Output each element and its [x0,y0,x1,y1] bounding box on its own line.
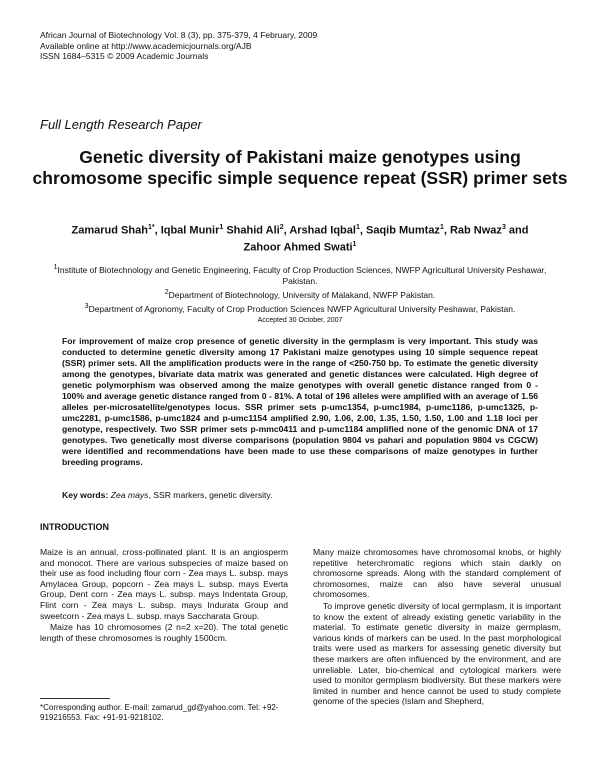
affiliation [40,287,560,301]
paper-type: Full Length Research Paper [40,117,202,132]
affiliation [40,262,560,287]
author: Shahid Ali [226,224,280,237]
author-sup: 1 [355,224,360,231]
keyword-species: Zea mays [110,490,149,500]
paragraph: Maize is an annual, cross-pollinated plant. It is an angiosperm and monocot. There are various subspecies of maize based on their use as food including flour corn - Zea mays L. subsp. mays Amylacea Group, popcorn - Zea mays L. subsp. mays Everta Group, Dent corn - Zea mays L. subsp. mays Indentata Group, Flint corn - Zea mays L. subsp. mays Indurata Group and sweetcorn - Zea mays L. subsp. mays Saccharata Group. [40,547,288,621]
journal-header [40,30,317,62]
footnote-rule [40,698,110,699]
column-right [313,547,561,708]
keywords-rest: , SSR markers, genetic diversity. [148,490,273,500]
author: Zamarud Shah [71,224,148,237]
keywords-label: Key words: [62,490,109,500]
keywords [62,490,538,500]
paragraph: Many maize chromosomes have chromosomal knobs, or highly repetitive heterchromatic regions which stain darkly on chromosome spreads. Along with the standard complement of chromosomes, maize can also have several unusual chromosomes. [313,547,561,600]
author: Arshad Iqbal [289,224,356,237]
affiliation-text: Institute of Biotechnology and Genetic Engineering, Faculty of Crop Production Sciences, NWFP Agricultural University Peshawar, Pakistan. [57,264,547,286]
affiliation-sup: 2 [164,288,169,296]
author-sup: 1 [439,224,444,231]
author-sup: 2 [279,224,284,231]
author: Iqbal Munir [160,224,220,237]
column-left [40,547,288,644]
footnote: *Corresponding author. E-mail: zamarud_gd@yahoo.com. Tel: +92-919216553. Fax: +91-91-9218102. [40,703,279,722]
journal-issn: ISSN 1684–5315 © 2009 Academic Journals [40,51,209,61]
author-sup: 1* [147,224,155,231]
author-sup: 1 [352,240,357,248]
affiliations [40,262,560,314]
author-sup: 3 [501,224,506,231]
section-heading: INTRODUCTION [40,522,109,532]
affiliation-text: Department of Biotechnology, University of Malakand, NWFP Pakistan. [168,289,436,300]
journal-url: Available online at http://www.academicjournals.org/AJB [40,40,252,51]
author-list: Zamarud Shah$^{1*}$, Iqbal Munir$^1$ Shahid Ali$^2$, Arshad Iqbal$^1$, Saqib Mumtaz$^1$, Rab Nwaz$^3$ and Zahoor Ahmed Swati$^1$ [71,224,529,254]
journal-citation: African Journal of Biotechnology Vol. 8 (3), pp. 375-379, 4 February, 2009 [40,30,318,40]
author-sup: 1 [219,224,224,231]
author: Rab Nwaz [449,224,502,237]
accepted-date: Accepted 30 October, 2007 [257,317,343,324]
affiliation [40,301,560,315]
affiliation-sup: 1 [53,264,58,271]
paper-title: Genetic diversity of Pakistani maize genotypes using chromosome specific simple sequence repeat (SSR) primer sets [32,147,568,188]
author: Saqib Mumtaz [365,224,440,237]
affiliation-sup: 3 [84,302,89,310]
author: Zahoor Ahmed Swati [243,241,353,254]
affiliation-text: Department of Agronomy, Faculty of Crop Production Sciences NWFP Agricultural University Peshawar, Pakistan. [88,303,516,314]
paragraph: Maize has 10 chromosomes (2 n=2 x=20). The total genetic length of these chromosomes is roughly 1500cm. [40,622,288,643]
paragraph: To improve genetic diversity of local germplasm, it is important to know the extent of already existing genetic variability in the material. To estimate genetic diversity in maize germplasm, various kinds of markers can be used. In the past morphological traits were used as markers for assessing genetic diversity but these markers are often influenced by the environment, and are unreliable. Later, bio-chemical and cytological markers were used to monitor germplasm biodiversity. But these markers were limited in number and hence cannot be used to study complete genome of the species (Islam and Shepherd, [313,600,561,707]
abstract: For improvement of maize crop presence of genetic diversity in the germplasm is very important. This study was conducted to determine genetic diversity among 17 Pakistani maize genotypes using 10 simple sequence repeat (SSR) primer sets. All the amplification products were in the range of <250-750 bp. To estimate the genetic diversity among the genotypes, bivariate data matrix was generated and genetic distances were calculated. High degree of genetic polymorphism was observed among the maize genotypes with overall genetic distance ranged from 0 - 100% and average genetic distance ranged from 0 - 81%. A total of 196 alleles were amplified with an average of 1.56 alleles per-microsatellite/genotypes locus. SSR primer sets p-umc1354, p-umc1984, p-umc1186, p-umc1325, p-umc2281, p-umc1586, p-umc1824 and p-umc1154 amplified 2.90, 1.06, 2.00, 1.35, 1.50, 1.50, 1.00 and 1.18 loci per genotype, respectively. Two SSR primer sets p-mmc0411 and p-umc1184 amplified none of the genomic DNA of 17 genotypes. Two genetically most diverse comparisons (population 9804 vs pahari and population 9804 vs CGCW) were identified and recommendations have been made to use these comparisons of maize genotypes in further breeding programs. [62,336,538,467]
